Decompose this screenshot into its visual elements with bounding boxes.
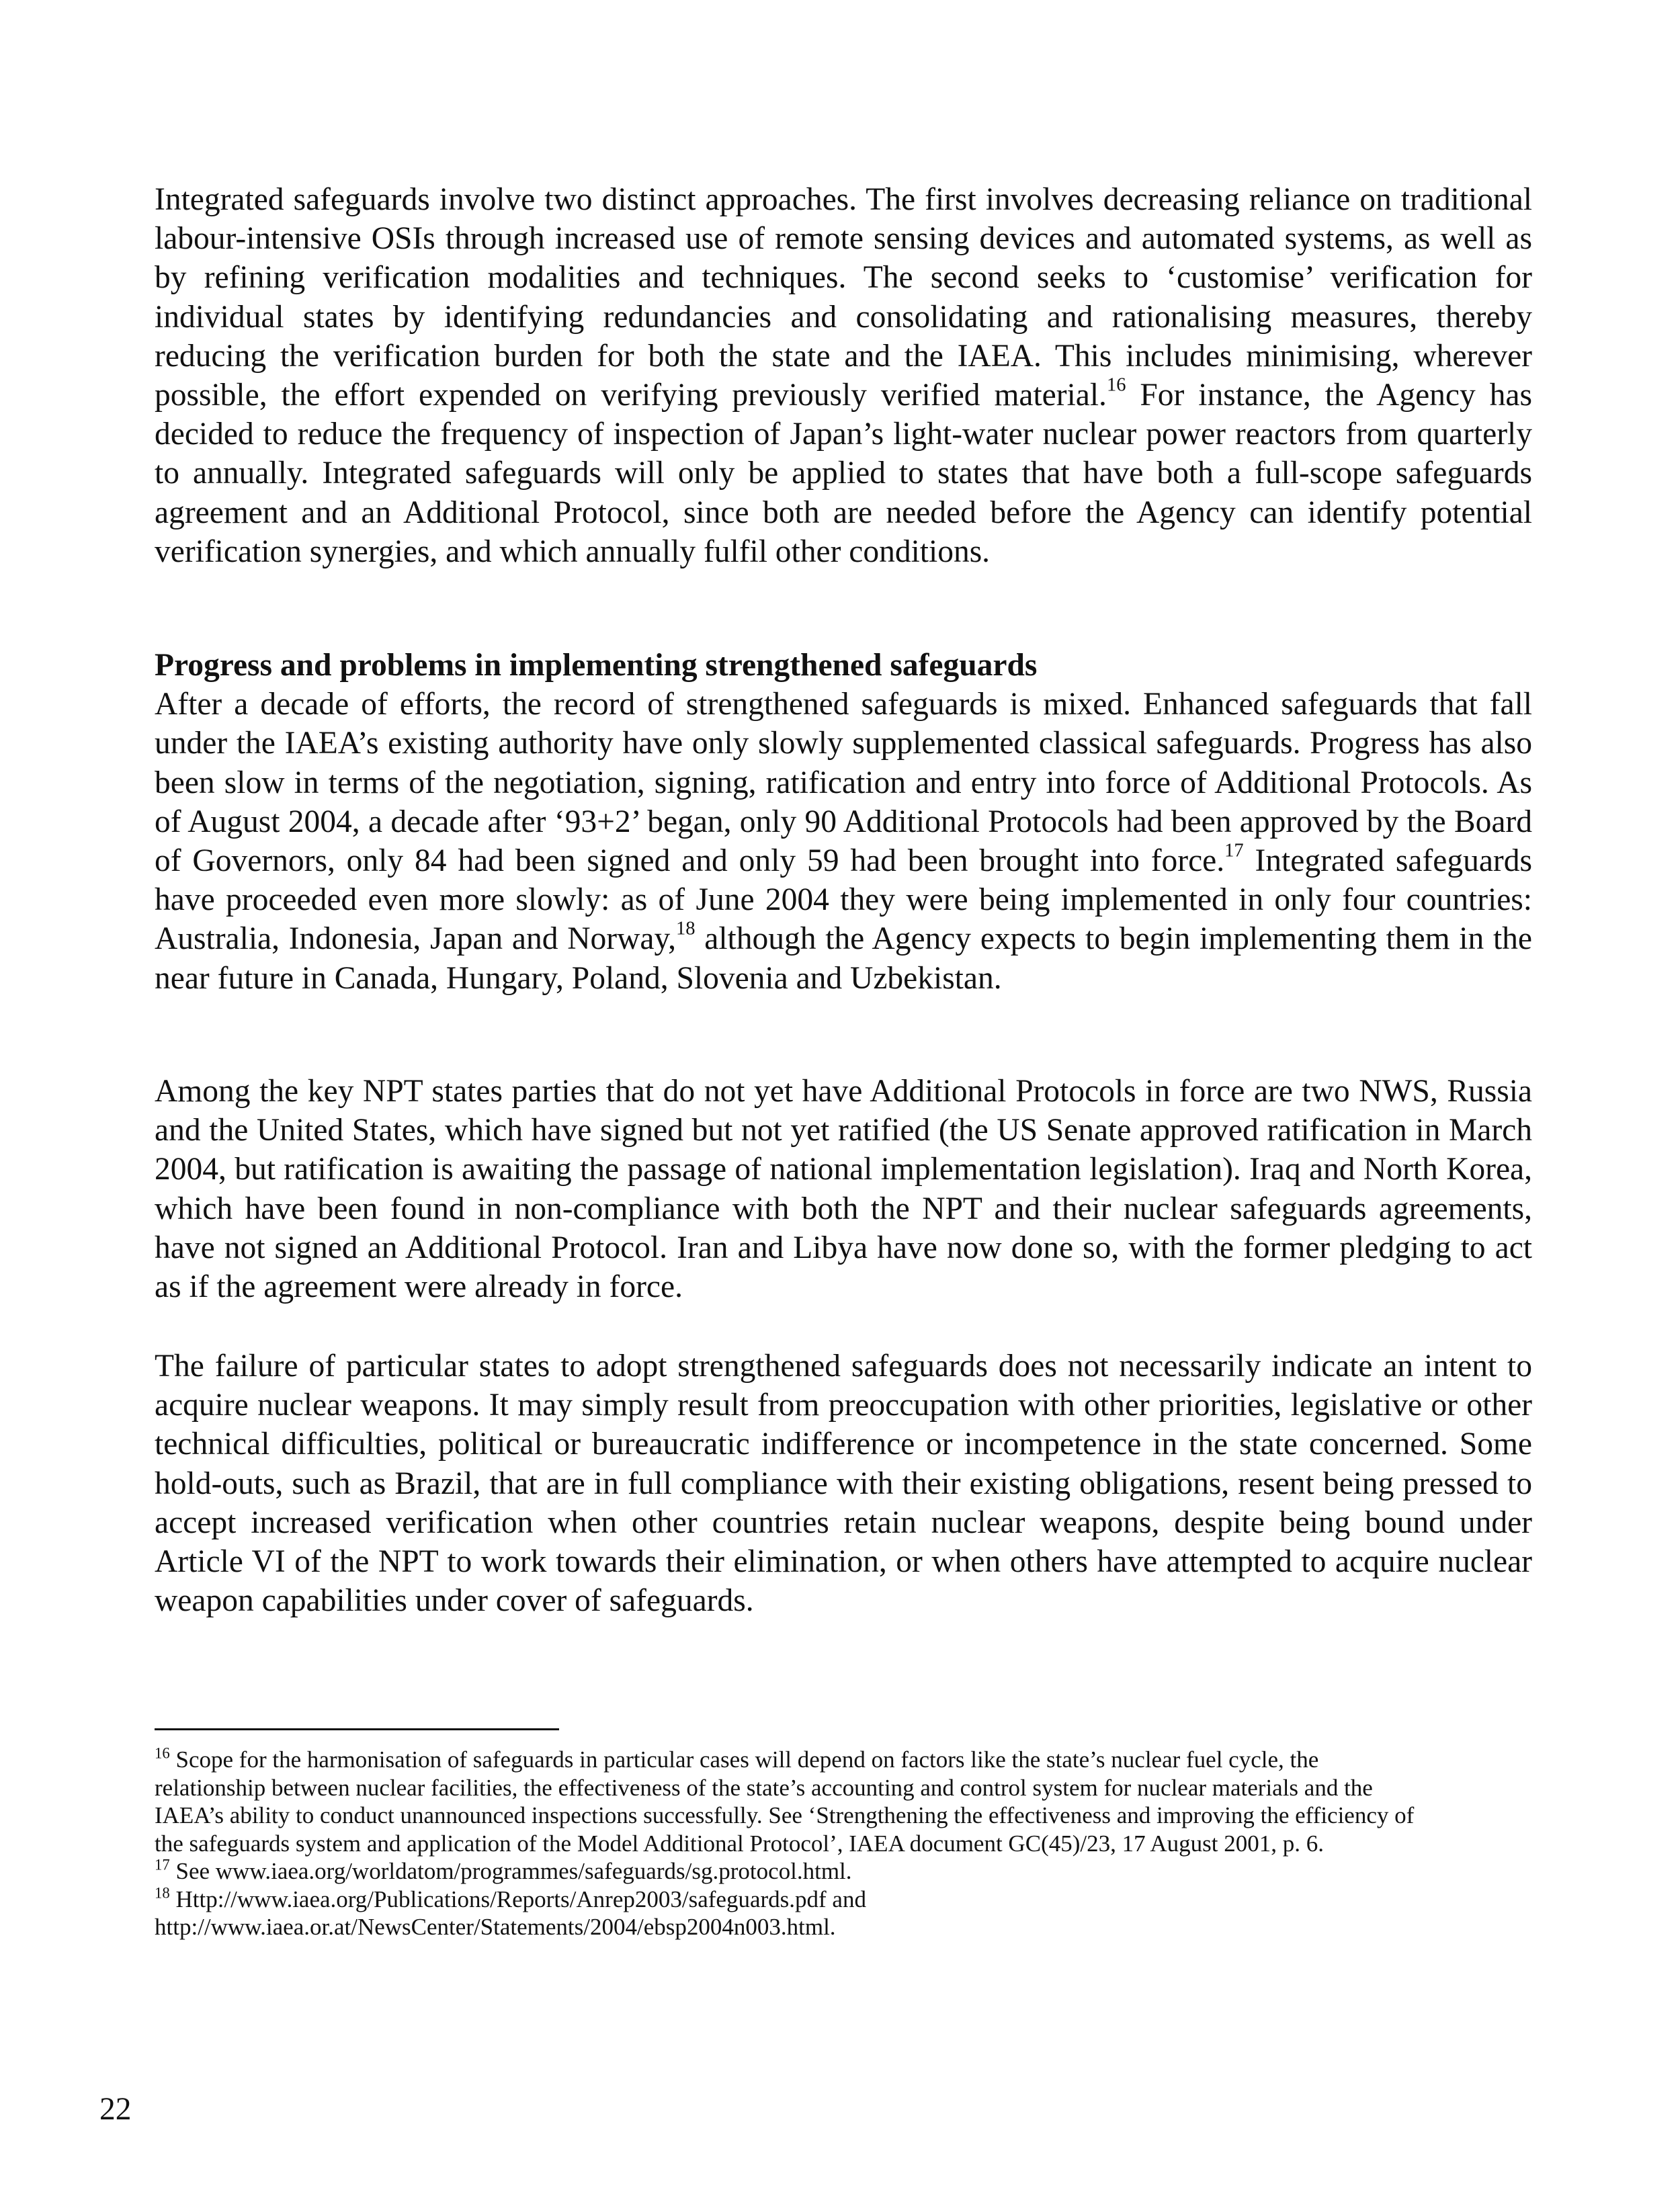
footnote-number: 16 <box>155 1744 170 1762</box>
page-number: 22 <box>99 2092 132 2127</box>
footnote-ref-16[interactable]: 16 <box>1106 374 1126 396</box>
footnote-link[interactable]: See www.iaea.org/worldatom/programmes/safeguards/sg.protocol.html. <box>175 1858 852 1884</box>
body-paragraph-1 <box>155 180 1532 571</box>
footnote-number: 18 <box>155 1884 170 1901</box>
paragraph-text: For instance, the Agency has decided to reduce the frequency of inspection of Japan’s light-water nuclear power reactors from quarterly to annually. Integrated safeguards will only be applied to states that have both a full-scope safeguards agreement and an Additional Protocol, since both are needed before the Agency can identify potential verification synergies, and which annually fulfil other conditions. <box>155 378 1532 569</box>
footnote-separator <box>155 1728 559 1730</box>
body-paragraph-3 <box>155 1072 1532 1306</box>
paragraph-text: although the Agency expects to begin implementing them in the near future in Canada, Hungary, Poland, Slovenia and Uzbekistan. <box>155 921 1532 996</box>
footnote-17 <box>155 1857 1431 1886</box>
paragraph-text: Integrated safeguards involve two distinct approaches. The first involves decreasing reliance on traditional labour-intensive OSIs through increased use of remote sensing devices and automated systems, as well as by refining verification modalities and techniques. The second seeks to ‘customise’ verification for individual states by identifying redundancies and consolidating and rationalising measures, thereby reducing the verification burden for both the state and the IAEA. This includes minimising, wherever possible, the effort expended on verifying previously verified material. <box>155 182 1532 413</box>
paragraph-text: After a decade of efforts, the record of strengthened safeguards is mixed. Enhanced safeguards that fall under the IAEA’s existing authority have only slowly supplemented classical safeguards. Progress has also been slow in terms of the negotiation, signing, ratification and entry into force of Additional Protocols. As of August 2004, a decade after ‘93+2’ began, only 90 Additional Protocols had been approved by the Board of Governors, only 84 had been signed and only 59 had been brought into force. <box>155 687 1532 879</box>
section-progress-and-problems <box>155 646 1532 998</box>
paragraph-text: Integrated safeguards have proceeded even more slowly: as of June 2004 they were being implemented in only four countries: Australia, Indonesia, Japan and Norway, <box>155 843 1532 957</box>
footnote-ref-18[interactable]: 18 <box>676 919 696 940</box>
footnote-16 <box>155 1746 1431 1857</box>
footnote-link[interactable]: Http://www.iaea.org/Publications/Reports/Anrep2003/safeguards.pdf and http://www.iaea.or.at/NewsCenter/Statements/2004/ebsp2004n003.html. <box>155 1886 866 1940</box>
footnote-text: Scope for the harmonisation of safeguards in particular cases will depend on factors like the state’s nuclear fuel cycle, the relationship between nuclear facilities, the effectiveness of the state’s accounting and control system for nuclear materials and the IAEA’s ability to conduct unannounced inspections successfully. See ‘Strengthening the effectiveness and improving the efficiency of the safeguards system and application of the Model Additional Protocol’, IAEA document GC(45)/23, 17 August 2001, p. 6. <box>155 1746 1415 1857</box>
section-heading: Progress and problems in implementing strengthened safeguards <box>155 648 1038 683</box>
footnote-number: 17 <box>155 1856 170 1873</box>
footnote-18 <box>155 1886 1431 1941</box>
paragraph-text: The failure of particular states to adopt strengthened safeguards does not necessarily indicate an intent to acquire nuclear weapons. It may simply result from preoccupation with other priorities, legislative or other technical difficulties, political or bureaucratic indifference or incompetence in the state concerned. Some hold-outs, such as Brazil, that are in full compliance with their existing obligations, resent being pressed to accept increased verification when other countries retain nuclear weapons, despite being bound under Article VI of the NPT to work towards their elimination, or when others have attempted to acquire nuclear weapon capabilities under cover of safeguards. <box>155 1349 1532 1619</box>
footnote-ref-17[interactable]: 17 <box>1224 840 1244 861</box>
body-paragraph-4 <box>155 1347 1532 1620</box>
paragraph-text: Among the key NPT states parties that do not yet have Additional Protocols in force are two NWS, Russia and the United States, which have signed but not yet ratified (the US Senate approved ratification in March 2004, but ratification is awaiting the passage of national implementation legislation). Iraq and North Korea, which have been found in non-compliance with both the NPT and their nuclear safeguards agreements, have not signed an Additional Protocol. Iran and Libya have now done so, with the former pledging to act as if the agreement were already in force. <box>155 1074 1532 1305</box>
footnotes <box>155 1746 1431 1941</box>
